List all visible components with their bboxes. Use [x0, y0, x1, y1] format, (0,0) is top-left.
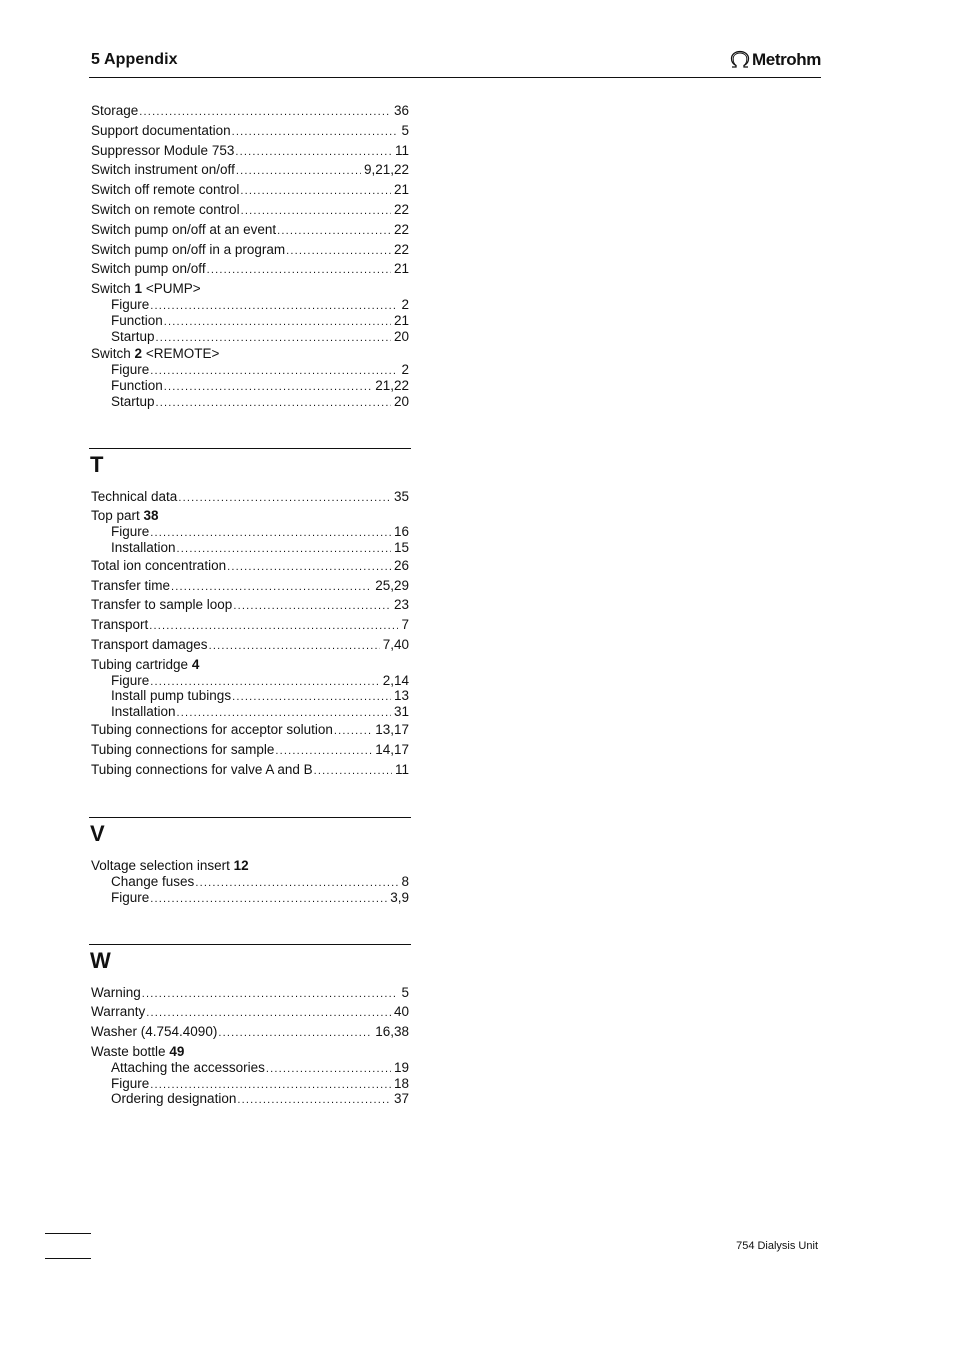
dot-leader: [156, 396, 391, 411]
subentry-list: [89, 674, 411, 721]
dot-leader: [177, 542, 391, 557]
dot-leader: [150, 1078, 391, 1093]
entry-term: Tubing cartridge: [91, 656, 189, 672]
entry-figure-number: 1: [134, 281, 143, 297]
index-entry: [89, 260, 411, 280]
index-entry: [89, 280, 411, 345]
dot-leader: [171, 579, 372, 597]
entry-key-label: <PUMP>: [145, 281, 201, 297]
subentry-pages: 21,22: [375, 377, 409, 393]
entry-term: Switch instrument on/off: [91, 162, 235, 178]
subentry-pages: 13: [393, 688, 409, 704]
entry-pages: 14,17: [375, 741, 409, 757]
index-entry: [89, 984, 411, 1004]
subentry-pages: 19: [393, 1059, 409, 1075]
index-entry-row: [89, 181, 411, 201]
dot-leader: [241, 203, 391, 221]
subentry-pages: 21: [393, 312, 409, 328]
entry-pages: 7,40: [382, 636, 409, 652]
subentry-term: Function: [111, 312, 163, 328]
entry-term: Switch on remote control: [91, 201, 240, 217]
dot-leader: [207, 262, 391, 280]
index-entry: [89, 122, 411, 142]
subentry-pages: 2,14: [382, 672, 409, 688]
index-entry-row: [89, 241, 411, 261]
dot-leader: [275, 743, 372, 761]
entry-term: Suppressor Module 753: [91, 142, 235, 158]
entry-pages: 22: [393, 221, 409, 237]
subentry-term: Startup: [111, 328, 155, 344]
subentry-row: [111, 1061, 411, 1077]
index-entry-row: [89, 636, 411, 656]
entry-term: Switch: [91, 346, 131, 362]
entry-pages: 16,38: [375, 1024, 409, 1040]
entry-pages: 23: [393, 597, 409, 613]
index-entry: [89, 596, 411, 616]
subentry-pages: 15: [393, 539, 409, 555]
index-entry-row: [89, 596, 411, 616]
index-entry-row: [89, 260, 411, 280]
entry-pages: 5: [401, 984, 409, 1000]
entry-term: Transport: [91, 617, 149, 633]
subentry-pages: 31: [393, 704, 409, 720]
subentry-row: [111, 689, 411, 705]
index-entry-row: [89, 221, 411, 241]
subentry-row: [111, 705, 411, 721]
index-entry: [89, 1043, 411, 1108]
index-entry: [89, 201, 411, 221]
subentry-pages: 8: [401, 874, 409, 890]
dot-leader: [164, 380, 372, 395]
entry-term: Total ion concentration: [91, 557, 227, 573]
entry-pages: 26: [393, 557, 409, 573]
index-entry-row: [89, 577, 411, 597]
index-entry-row: [89, 761, 411, 781]
brand-logo: [729, 50, 821, 70]
entry-pages: 5: [401, 122, 409, 138]
index-entry-row: [89, 1003, 411, 1023]
entry-pages: 36: [393, 103, 409, 118]
entry-pages: 9,21,22: [363, 162, 409, 178]
index-column: [89, 102, 411, 1108]
entry-term: Transport damages: [91, 636, 208, 652]
dot-leader: [142, 986, 399, 1004]
index-entry: [89, 507, 411, 556]
entry-pages: 7: [401, 617, 409, 633]
subentry-term: Install pump tubings: [111, 688, 232, 704]
index-entry-heading: [89, 280, 411, 298]
index-entry-row: [89, 142, 411, 162]
index-entry-row: [89, 741, 411, 761]
index-entry-heading: [89, 656, 411, 674]
omega-icon: [729, 50, 751, 70]
entry-figure-number: 12: [233, 858, 249, 874]
subentry-list: [89, 298, 411, 345]
subentry-row: [111, 363, 411, 379]
brand-name: Metrohm: [752, 50, 821, 69]
dot-leader: [266, 1062, 391, 1077]
entry-pages: 35: [393, 488, 409, 504]
subentry-pages: 2: [401, 296, 409, 312]
entry-term: Top part: [91, 508, 140, 524]
index-entry-heading: [89, 507, 411, 525]
index-entry: [89, 488, 411, 508]
entry-term: Transfer time: [91, 577, 171, 593]
entry-pages: 11: [394, 761, 409, 777]
subentry-term: Ordering designation: [111, 1091, 237, 1107]
section-letter: T: [90, 451, 104, 477]
index-section: [89, 944, 411, 1109]
entry-term: Tubing connections for acceptor solution: [91, 721, 333, 737]
page-header: [89, 50, 821, 78]
footer-product-name: 754 Dialysis Unit: [736, 1240, 818, 1252]
subentry-row: [111, 330, 411, 346]
dot-leader: [277, 223, 391, 241]
subentry-term: Installation: [111, 539, 176, 555]
subentry-term: Figure: [111, 296, 150, 312]
dot-leader: [236, 163, 361, 181]
dot-leader: [232, 690, 391, 705]
entry-figure-number: 38: [143, 508, 159, 524]
index-entry: [89, 1003, 411, 1023]
index-entry: [89, 142, 411, 162]
entry-pages: 21: [393, 182, 409, 198]
entry-pages: 40: [393, 1004, 409, 1020]
subentry-row: [111, 875, 411, 891]
index-entry-heading: [89, 857, 411, 875]
subentry-list: [89, 1061, 411, 1108]
index-entry: [89, 557, 411, 577]
index-entry: [89, 741, 411, 761]
index-entry: [89, 656, 411, 721]
entry-term: Technical data: [91, 488, 178, 504]
index-section: [89, 817, 411, 906]
entry-figure-number: 4: [191, 656, 200, 672]
entry-term: Warranty: [91, 1004, 146, 1020]
subentry-list: [89, 363, 411, 410]
dot-leader: [232, 124, 399, 142]
index-entry-row: [89, 488, 411, 508]
entry-term: Washer (4.754.4090): [91, 1024, 218, 1040]
entry-term: Voltage selection insert: [91, 858, 230, 874]
index-entry: [89, 102, 411, 122]
subentry-row: [111, 298, 411, 314]
entry-term: Tubing connections for valve A and B: [91, 761, 313, 777]
index-entry: [89, 636, 411, 656]
subentry-pages: 37: [393, 1091, 409, 1107]
subentry-row: [111, 525, 411, 541]
dot-leader: [227, 559, 391, 577]
index-entry: [89, 1023, 411, 1043]
index-entry: [89, 761, 411, 781]
index-entry: [89, 181, 411, 201]
subentry-pages: 2: [401, 362, 409, 378]
dot-leader: [240, 183, 391, 201]
entry-key-label: <REMOTE>: [145, 346, 220, 362]
entry-term: Support documentation: [91, 122, 231, 138]
entry-figure-number: 2: [134, 346, 143, 362]
index-entry-row: [89, 102, 411, 122]
entry-term: Switch: [91, 281, 131, 297]
dot-leader: [150, 526, 391, 541]
subentry-row: [111, 891, 411, 907]
dot-leader: [146, 1005, 391, 1023]
index-entry-row: [89, 1023, 411, 1043]
subentry-list: [89, 875, 411, 907]
entry-term: Tubing connections for sample: [91, 741, 275, 757]
entry-pages: 11: [394, 142, 409, 158]
subentry-pages: 20: [393, 328, 409, 344]
entry-term: Switch pump on/off at an event: [91, 221, 277, 237]
index-entry-heading: [89, 345, 411, 363]
entry-pages: 22: [393, 201, 409, 217]
subentry-pages: 16: [393, 524, 409, 540]
index-entry: [89, 345, 411, 410]
index-entry: [89, 857, 411, 906]
dot-leader: [150, 892, 387, 907]
subentry-term: Figure: [111, 1075, 150, 1091]
entry-term: Switch pump on/off in a program: [91, 241, 286, 257]
dot-leader: [150, 675, 379, 690]
index-section: [89, 102, 411, 411]
index-entry: [89, 161, 411, 181]
index-entry: [89, 577, 411, 597]
index-entry-row: [89, 616, 411, 636]
dot-leader: [164, 315, 391, 330]
section-letter: W: [90, 947, 111, 973]
entry-pages: 25,29: [375, 577, 409, 593]
entry-pages: 22: [393, 241, 409, 257]
dot-leader: [150, 299, 398, 314]
subentry-term: Function: [111, 377, 163, 393]
subentry-term: Figure: [111, 889, 150, 905]
subentry-term: Figure: [111, 672, 150, 688]
entry-term: Transfer to sample loop: [91, 597, 233, 613]
dot-leader: [150, 364, 398, 379]
index-entry: [89, 221, 411, 241]
subentry-row: [111, 541, 411, 557]
dot-leader: [139, 104, 391, 122]
dot-leader: [334, 723, 372, 741]
dot-leader: [235, 144, 392, 162]
index-entry-heading: [89, 1043, 411, 1061]
subentry-term: Figure: [111, 362, 150, 378]
subentry-row: [111, 395, 411, 411]
subentry-row: [111, 1077, 411, 1093]
index-entry-row: [89, 557, 411, 577]
dot-leader: [286, 243, 391, 261]
index-section: [89, 448, 411, 781]
subentry-term: Attaching the accessories: [111, 1059, 265, 1075]
entry-figure-number: 49: [169, 1044, 185, 1060]
subentry-term: Change fuses: [111, 874, 195, 890]
subentry-pages: 18: [393, 1075, 409, 1091]
dot-leader: [237, 1093, 391, 1108]
chapter-title: 5 Appendix: [91, 51, 178, 68]
index-entry-row: [89, 122, 411, 142]
subentry-row: [111, 674, 411, 690]
dot-leader: [195, 876, 398, 891]
footer-rule-top: [45, 1233, 91, 1234]
index-entry: [89, 241, 411, 261]
entry-pages: 13,17: [375, 721, 409, 737]
subentry-list: [89, 525, 411, 557]
index-entry-row: [89, 161, 411, 181]
entry-pages: 21: [393, 261, 409, 277]
dot-leader: [149, 618, 398, 636]
subentry-pages: 20: [393, 393, 409, 409]
subentry-term: Installation: [111, 704, 176, 720]
dot-leader: [218, 1025, 372, 1043]
index-entry-row: [89, 721, 411, 741]
dot-leader: [314, 763, 392, 781]
dot-leader: [177, 706, 391, 721]
index-entry-row: [89, 984, 411, 1004]
section-letter: V: [90, 821, 105, 847]
entry-term: Switch pump on/off: [91, 261, 206, 277]
index-entry: [89, 721, 411, 741]
dot-leader: [156, 331, 391, 346]
entry-term: Storage: [91, 103, 139, 118]
index-entry-row: [89, 201, 411, 221]
subentry-row: [111, 1092, 411, 1108]
subentry-term: Startup: [111, 393, 155, 409]
entry-term: Warning: [91, 984, 141, 1000]
subentry-pages: 3,9: [390, 889, 409, 905]
index-entry: [89, 616, 411, 636]
dot-leader: [233, 598, 391, 616]
footer-rule-bottom: [45, 1258, 91, 1259]
subentry-row: [111, 379, 411, 395]
entry-term: Waste bottle: [91, 1044, 166, 1060]
dot-leader: [178, 490, 391, 508]
dot-leader: [209, 638, 380, 656]
subentry-term: Figure: [111, 524, 150, 540]
entry-term: Switch off remote control: [91, 182, 240, 198]
subentry-row: [111, 314, 411, 330]
